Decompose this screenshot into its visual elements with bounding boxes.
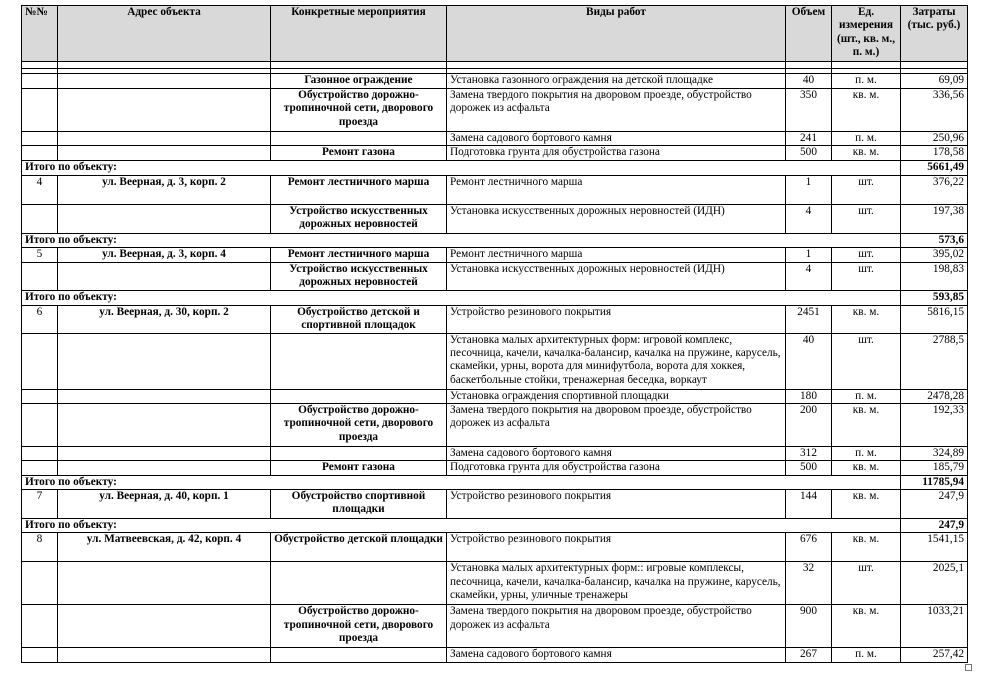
volume-cell: 4 <box>786 262 832 290</box>
unit-cell: шт. <box>832 247 901 262</box>
total-label: Итого по объекту: <box>22 290 901 305</box>
volume-cell: 40 <box>786 74 832 89</box>
work-cell: Устройство резинового покрытия <box>447 533 786 562</box>
table-row <box>22 204 968 233</box>
total-value: 11785,94 <box>901 475 968 489</box>
total-label: Итого по объекту: <box>22 161 901 175</box>
cost-cell: 2788,5 <box>901 333 968 389</box>
work-cell: Ремонт лестничного марша <box>447 247 786 262</box>
measure-cell: Обустройство дорожно-тропиночной сети, дворового проезда <box>271 605 447 648</box>
work-cell: Установка малых архитектурных форм:: игровые комплексы, песочница, качели, качалка-балансир, качалка на пружине, карусель, скамейки, урны, уличные тренажеры <box>447 562 786 605</box>
cost-cell: 1541,15 <box>901 533 968 562</box>
work-cell: Замена твердого покрытия на дворовом проезде, обустройство дорожек из асфальта <box>447 89 786 132</box>
table-row <box>22 305 968 333</box>
work-cell: Установка искусственных дорожных неровностей (ИДН) <box>447 262 786 290</box>
unit-cell: кв. м. <box>832 305 901 333</box>
cost-cell: 395,02 <box>901 247 968 262</box>
header-address: Адрес объекта <box>58 6 271 62</box>
cost-cell: 247,9 <box>901 490 968 519</box>
total-row <box>22 519 968 533</box>
total-value: 247,9 <box>901 519 968 533</box>
measure-cell: Устройство искусственных дорожных неровностей <box>271 204 447 233</box>
measure-cell: Устройство искусственных дорожных неровностей <box>271 262 447 290</box>
table-row <box>22 404 968 447</box>
cost-cell: 5816,15 <box>901 305 968 333</box>
volume-cell: 32 <box>786 562 832 605</box>
measure-cell: Газонное ограждение <box>271 74 447 89</box>
total-value: 593,85 <box>901 290 968 305</box>
table-row <box>22 146 968 161</box>
total-row <box>22 290 968 305</box>
table-row <box>22 389 968 403</box>
volume-cell: 900 <box>786 605 832 648</box>
unit-cell: кв. м. <box>832 461 901 475</box>
unit-cell: шт. <box>832 204 901 233</box>
cost-cell: 257,42 <box>901 648 968 662</box>
unit-cell: п. м. <box>832 132 901 146</box>
header-num: №№ <box>22 6 58 62</box>
volume-cell: 350 <box>786 89 832 132</box>
volume-cell: 500 <box>786 146 832 161</box>
total-row <box>22 475 968 489</box>
object-number: 4 <box>22 175 58 204</box>
header-work-types: Виды работ <box>447 6 786 62</box>
cost-cell: 178,58 <box>901 146 968 161</box>
unit-cell: кв. м. <box>832 605 901 648</box>
object-address: ул. Веерная, д. 3, корп. 2 <box>58 175 271 204</box>
table-row <box>22 461 968 475</box>
unit-cell: кв. м. <box>832 490 901 519</box>
unit-cell: п. м. <box>832 389 901 403</box>
work-cell: Установка малых архитектурных форм: игровой комплекс, песочница, качели, качалка-балансир, качалка на пружине, карусель, скамейки, урны, ворота для минифутбола, ворота для хоккея, баскетбольные стойки, тренажерная беседка, воркаут <box>447 333 786 389</box>
table-row <box>22 562 968 605</box>
object-number: 6 <box>22 305 58 333</box>
measure-cell: Обустройство детской площадки <box>271 533 447 562</box>
volume-cell: 180 <box>786 389 832 403</box>
measure-cell: Обустройство спортивной площадки <box>271 490 447 519</box>
table-row <box>22 175 968 204</box>
measure-cell: Ремонт лестничного марша <box>271 247 447 262</box>
table-row <box>22 89 968 132</box>
cost-cell: 2025,1 <box>901 562 968 605</box>
work-cell: Установка ограждения спортивной площадки <box>447 389 786 403</box>
volume-cell: 500 <box>786 461 832 475</box>
volume-cell: 312 <box>786 447 832 461</box>
cost-cell: 198,83 <box>901 262 968 290</box>
table-row <box>22 333 968 389</box>
total-value: 5661,49 <box>901 161 968 175</box>
volume-cell: 200 <box>786 404 832 447</box>
measure-cell: Обустройство дорожно-тропиночной сети, дворового проезда <box>271 89 447 132</box>
header-measures: Конкретные мероприятия <box>271 6 447 62</box>
cost-cell: 324,89 <box>901 447 968 461</box>
work-cell: Замена твердого покрытия на дворовом проезде, обустройство дорожек из асфальта <box>447 605 786 648</box>
unit-cell: кв. м. <box>832 404 901 447</box>
volume-cell: 241 <box>786 132 832 146</box>
volume-cell: 1 <box>786 247 832 262</box>
table-row <box>22 132 968 146</box>
resize-handle[interactable] <box>965 664 972 671</box>
volume-cell: 4 <box>786 204 832 233</box>
table-row <box>22 74 968 89</box>
work-cell: Замена твердого покрытия на дворовом проезде, обустройство дорожек из асфальта <box>447 404 786 447</box>
unit-cell: кв. м. <box>832 89 901 132</box>
cost-cell: 197,38 <box>901 204 968 233</box>
unit-cell: п. м. <box>832 447 901 461</box>
work-cell: Установка газонного ограждения на детской площадке <box>447 74 786 89</box>
work-cell: Установка искусственных дорожных неровностей (ИДН) <box>447 204 786 233</box>
table-row <box>22 605 968 648</box>
cost-cell: 250,96 <box>901 132 968 146</box>
unit-cell: п. м. <box>832 648 901 662</box>
table-row-spacer <box>22 62 968 69</box>
cost-cell: 69,09 <box>901 74 968 89</box>
table-row <box>22 648 968 662</box>
work-cell: Замена садового бортового камня <box>447 132 786 146</box>
table-row <box>22 262 968 290</box>
cost-cell: 1033,21 <box>901 605 968 648</box>
object-number: 7 <box>22 490 58 519</box>
measure-cell: Ремонт газона <box>271 146 447 161</box>
object-address: ул. Матвеевская, д. 42, корп. 4 <box>58 533 271 562</box>
unit-cell: кв. м. <box>832 146 901 161</box>
object-address: ул. Веерная, д. 40, корп. 1 <box>58 490 271 519</box>
header-volume: Объем <box>786 6 832 62</box>
volume-cell: 1 <box>786 175 832 204</box>
cost-cell: 376,22 <box>901 175 968 204</box>
header-unit: Ед. измерения (шт., кв. м., п. м.) <box>832 6 901 62</box>
works-table <box>21 5 968 663</box>
table-row <box>22 247 968 262</box>
volume-cell: 2451 <box>786 305 832 333</box>
cost-cell: 336,56 <box>901 89 968 132</box>
work-cell: Подготовка грунта для обустройства газона <box>447 461 786 475</box>
cost-cell: 192,33 <box>901 404 968 447</box>
cost-cell: 2478,28 <box>901 389 968 403</box>
work-cell: Устройство резинового покрытия <box>447 305 786 333</box>
work-cell: Ремонт лестничного марша <box>447 175 786 204</box>
measure-cell: Обустройство детской и спортивной площадок <box>271 305 447 333</box>
measure-cell: Ремонт газона <box>271 461 447 475</box>
object-address: ул. Веерная, д. 3, корп. 4 <box>58 247 271 262</box>
table-row <box>22 533 968 562</box>
work-cell: Подготовка грунта для обустройства газона <box>447 146 786 161</box>
work-cell: Замена садового бортового камня <box>447 447 786 461</box>
measure-cell: Ремонт лестничного марша <box>271 175 447 204</box>
cost-cell: 185,79 <box>901 461 968 475</box>
work-cell: Замена садового бортового камня <box>447 648 786 662</box>
unit-cell: шт. <box>832 333 901 389</box>
work-cell: Устройство резинового покрытия <box>447 490 786 519</box>
measure-cell: Обустройство дорожно-тропиночной сети, дворового проезда <box>271 404 447 447</box>
table-row <box>22 490 968 519</box>
unit-cell: кв. м. <box>832 533 901 562</box>
total-label: Итого по объекту: <box>22 519 901 533</box>
total-value: 573,6 <box>901 233 968 247</box>
volume-cell: 267 <box>786 648 832 662</box>
total-row <box>22 233 968 247</box>
header-row <box>22 6 968 62</box>
total-row <box>22 161 968 175</box>
total-label: Итого по объекту: <box>22 475 901 489</box>
unit-cell: шт. <box>832 562 901 605</box>
object-number: 8 <box>22 533 58 562</box>
volume-cell: 144 <box>786 490 832 519</box>
object-address: ул. Веерная, д. 30, корп. 2 <box>58 305 271 333</box>
unit-cell: шт. <box>832 262 901 290</box>
unit-cell: шт. <box>832 175 901 204</box>
total-label: Итого по объекту: <box>22 233 901 247</box>
unit-cell: п. м. <box>832 74 901 89</box>
object-number: 5 <box>22 247 58 262</box>
volume-cell: 40 <box>786 333 832 389</box>
header-cost: Затраты (тыс. руб.) <box>901 6 968 62</box>
volume-cell: 676 <box>786 533 832 562</box>
table-row <box>22 447 968 461</box>
